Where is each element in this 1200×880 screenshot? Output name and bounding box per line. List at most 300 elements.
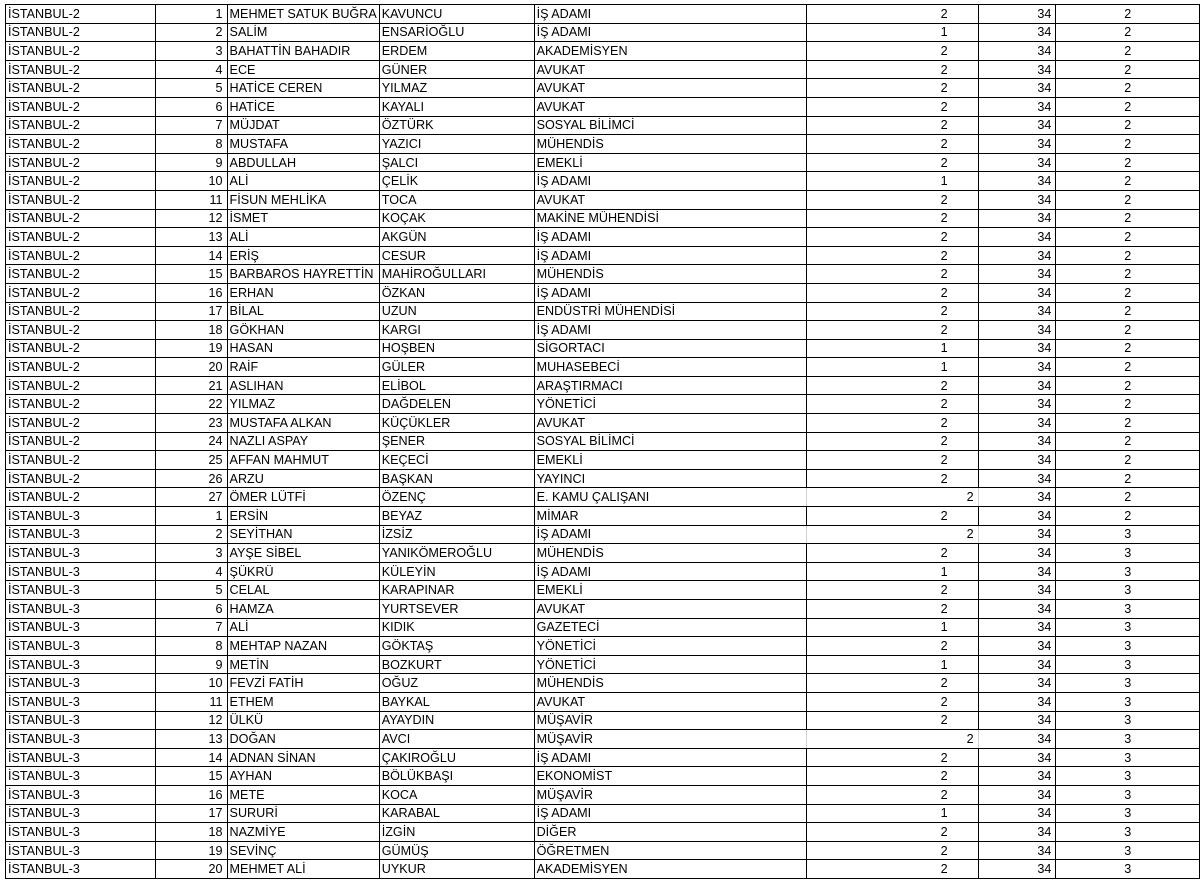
plate-cell: 34: [978, 562, 1056, 581]
number-cell: 11: [155, 190, 227, 209]
table-row: [6, 79, 1200, 98]
code-cell: 2: [807, 600, 979, 619]
number-cell: 4: [155, 60, 227, 79]
profession-cell: EKONOMİST: [534, 767, 807, 786]
code-cell: 2: [807, 581, 979, 600]
plate-cell: 34: [978, 246, 1056, 265]
first-name-cell: NAZLI ASPAY: [227, 432, 379, 451]
code-cell: 1: [807, 358, 979, 377]
table-row: [6, 23, 1200, 42]
region-cell: 2: [1056, 507, 1200, 526]
number-cell: 2: [155, 525, 227, 544]
number-cell: 21: [155, 376, 227, 395]
last-name-cell: UZUN: [379, 302, 534, 321]
district-cell: İSTANBUL-3: [6, 841, 156, 860]
table-row: [6, 748, 1200, 767]
number-cell: 19: [155, 841, 227, 860]
plate-cell: 34: [978, 395, 1056, 414]
profession-cell: AVUKAT: [534, 692, 807, 711]
plate-cell: 34: [978, 600, 1056, 619]
region-cell: 2: [1056, 116, 1200, 135]
table-row: [6, 711, 1200, 730]
last-name-cell: UYKUR: [379, 860, 534, 879]
number-cell: 9: [155, 153, 227, 172]
first-name-cell: ÜLKÜ: [227, 711, 379, 730]
profession-cell: AVUKAT: [534, 60, 807, 79]
region-cell: 2: [1056, 358, 1200, 377]
district-cell: İSTANBUL-3: [6, 692, 156, 711]
code-cell: 2: [807, 376, 979, 395]
plate-cell: 34: [978, 79, 1056, 98]
first-name-cell: FİSUN MEHLİKA: [227, 190, 379, 209]
plate-cell: 34: [978, 581, 1056, 600]
plate-cell: 34: [978, 23, 1056, 42]
region-cell: 2: [1056, 283, 1200, 302]
last-name-cell: ŞALCI: [379, 153, 534, 172]
number-cell: 8: [155, 135, 227, 154]
number-cell: 9: [155, 655, 227, 674]
profession-cell: AVUKAT: [534, 97, 807, 116]
last-name-cell: KAYALI: [379, 97, 534, 116]
last-name-cell: OĞUZ: [379, 674, 534, 693]
code-cell: 1: [807, 618, 979, 637]
first-name-cell: MUSTAFA: [227, 135, 379, 154]
district-cell: İSTANBUL-3: [6, 618, 156, 637]
code-cell: 2: [807, 265, 979, 284]
profession-cell: EMEKLİ: [534, 451, 807, 470]
number-cell: 13: [155, 730, 227, 749]
code-cell: 1: [807, 172, 979, 191]
number-cell: 3: [155, 42, 227, 61]
table-row: [6, 841, 1200, 860]
last-name-cell: ELİBOL: [379, 376, 534, 395]
table-row: [6, 246, 1200, 265]
table-row: [6, 228, 1200, 247]
table-row: [6, 562, 1200, 581]
table-row: [6, 5, 1200, 24]
last-name-cell: İZSİZ: [379, 525, 534, 544]
plate-cell: 34: [978, 190, 1056, 209]
last-name-cell: KARABAL: [379, 804, 534, 823]
last-name-cell: ÖZENÇ: [379, 488, 534, 507]
first-name-cell: ERHAN: [227, 283, 379, 302]
code-cell: 2: [807, 692, 979, 711]
first-name-cell: ALİ: [227, 228, 379, 247]
first-name-cell: ALİ: [227, 618, 379, 637]
first-name-cell: AYHAN: [227, 767, 379, 786]
district-cell: İSTANBUL-2: [6, 451, 156, 470]
last-name-cell: KARAPINAR: [379, 581, 534, 600]
number-cell: 3: [155, 544, 227, 563]
profession-cell: YAYINCI: [534, 469, 807, 488]
number-cell: 15: [155, 265, 227, 284]
profession-cell: MÜŞAVİR: [534, 711, 807, 730]
last-name-cell: CESUR: [379, 246, 534, 265]
code-cell: 1: [807, 804, 979, 823]
profession-cell: İŞ ADAMI: [534, 525, 807, 544]
table-row: [6, 42, 1200, 61]
table-row: [6, 600, 1200, 619]
code-cell: 1: [807, 655, 979, 674]
profession-cell: MÜHENDİS: [534, 544, 807, 563]
table-row: [6, 265, 1200, 284]
district-cell: İSTANBUL-2: [6, 265, 156, 284]
district-cell: İSTANBUL-2: [6, 23, 156, 42]
district-cell: İSTANBUL-2: [6, 42, 156, 61]
first-name-cell: RAİF: [227, 358, 379, 377]
district-cell: İSTANBUL-2: [6, 321, 156, 340]
plate-cell: 34: [978, 488, 1056, 507]
table-row: [6, 395, 1200, 414]
first-name-cell: METE: [227, 785, 379, 804]
district-cell: İSTANBUL-3: [6, 711, 156, 730]
first-name-cell: MUSTAFA ALKAN: [227, 414, 379, 433]
code-cell: 2: [807, 42, 979, 61]
code-cell: 2: [807, 841, 979, 860]
table-row: [6, 358, 1200, 377]
code-cell: 1: [807, 339, 979, 358]
region-cell: 3: [1056, 655, 1200, 674]
region-cell: 2: [1056, 228, 1200, 247]
table-row: [6, 507, 1200, 526]
plate-cell: 34: [978, 525, 1056, 544]
code-cell: 1: [807, 562, 979, 581]
code-cell: 1: [807, 23, 979, 42]
code-cell: 2: [807, 153, 979, 172]
number-cell: 19: [155, 339, 227, 358]
profession-cell: İŞ ADAMI: [534, 246, 807, 265]
district-cell: İSTANBUL-3: [6, 674, 156, 693]
code-cell: 2: [807, 525, 979, 544]
district-cell: İSTANBUL-2: [6, 172, 156, 191]
number-cell: 20: [155, 358, 227, 377]
district-cell: İSTANBUL-3: [6, 730, 156, 749]
table-row: [6, 544, 1200, 563]
region-cell: 3: [1056, 841, 1200, 860]
last-name-cell: ENSARİOĞLU: [379, 23, 534, 42]
district-cell: İSTANBUL-2: [6, 432, 156, 451]
table-row: [6, 283, 1200, 302]
region-cell: 2: [1056, 339, 1200, 358]
table-row: [6, 414, 1200, 433]
first-name-cell: SEVİNÇ: [227, 841, 379, 860]
plate-cell: 34: [978, 841, 1056, 860]
table-row: [6, 135, 1200, 154]
first-name-cell: ERSİN: [227, 507, 379, 526]
region-cell: 3: [1056, 637, 1200, 656]
table-row: [6, 432, 1200, 451]
profession-cell: SOSYAL BİLİMCİ: [534, 432, 807, 451]
last-name-cell: BAYKAL: [379, 692, 534, 711]
number-cell: 13: [155, 228, 227, 247]
code-cell: 2: [807, 321, 979, 340]
region-cell: 2: [1056, 432, 1200, 451]
district-cell: İSTANBUL-2: [6, 469, 156, 488]
number-cell: 12: [155, 711, 227, 730]
district-cell: İSTANBUL-3: [6, 655, 156, 674]
profession-cell: YÖNETİCİ: [534, 655, 807, 674]
district-cell: İSTANBUL-3: [6, 544, 156, 563]
last-name-cell: AVCI: [379, 730, 534, 749]
table-row: [6, 804, 1200, 823]
table-row: [6, 655, 1200, 674]
region-cell: 3: [1056, 674, 1200, 693]
profession-cell: E. KAMU ÇALIŞANI: [534, 488, 807, 507]
code-cell: 2: [807, 674, 979, 693]
first-name-cell: METİN: [227, 655, 379, 674]
code-cell: 2: [807, 414, 979, 433]
profession-cell: İŞ ADAMI: [534, 283, 807, 302]
region-cell: 2: [1056, 5, 1200, 24]
plate-cell: 34: [978, 767, 1056, 786]
profession-cell: İŞ ADAMI: [534, 562, 807, 581]
last-name-cell: GÜLER: [379, 358, 534, 377]
plate-cell: 34: [978, 860, 1056, 879]
district-cell: İSTANBUL-2: [6, 358, 156, 377]
last-name-cell: ÖZKAN: [379, 283, 534, 302]
code-cell: 2: [807, 748, 979, 767]
first-name-cell: ŞÜKRÜ: [227, 562, 379, 581]
first-name-cell: DOĞAN: [227, 730, 379, 749]
code-cell: 2: [807, 860, 979, 879]
last-name-cell: GÖKTAŞ: [379, 637, 534, 656]
table-row: [6, 581, 1200, 600]
plate-cell: 34: [978, 42, 1056, 61]
table-row: [6, 488, 1200, 507]
number-cell: 1: [155, 507, 227, 526]
plate-cell: 34: [978, 209, 1056, 228]
code-cell: 2: [807, 116, 979, 135]
plate-cell: 34: [978, 655, 1056, 674]
profession-cell: ENDÜSTRİ MÜHENDİSİ: [534, 302, 807, 321]
last-name-cell: DAĞDELEN: [379, 395, 534, 414]
table-row: [6, 190, 1200, 209]
table-row: [6, 525, 1200, 544]
number-cell: 5: [155, 581, 227, 600]
first-name-cell: ABDULLAH: [227, 153, 379, 172]
region-cell: 2: [1056, 246, 1200, 265]
profession-cell: İŞ ADAMI: [534, 321, 807, 340]
profession-cell: YÖNETİCİ: [534, 395, 807, 414]
first-name-cell: ASLIHAN: [227, 376, 379, 395]
profession-cell: AVUKAT: [534, 414, 807, 433]
profession-cell: GAZETECİ: [534, 618, 807, 637]
plate-cell: 34: [978, 302, 1056, 321]
last-name-cell: ÖZTÜRK: [379, 116, 534, 135]
code-cell: 2: [807, 469, 979, 488]
region-cell: 3: [1056, 544, 1200, 563]
table-row: [6, 116, 1200, 135]
profession-cell: DİĞER: [534, 823, 807, 842]
region-cell: 2: [1056, 97, 1200, 116]
profession-cell: MÜHENDİS: [534, 135, 807, 154]
code-cell: 2: [807, 302, 979, 321]
profession-cell: ÖĞRETMEN: [534, 841, 807, 860]
region-cell: 2: [1056, 23, 1200, 42]
code-cell: 2: [807, 544, 979, 563]
plate-cell: 34: [978, 376, 1056, 395]
number-cell: 14: [155, 748, 227, 767]
code-cell: 2: [807, 451, 979, 470]
region-cell: 2: [1056, 488, 1200, 507]
district-cell: İSTANBUL-3: [6, 600, 156, 619]
profession-cell: ARAŞTIRMACI: [534, 376, 807, 395]
plate-cell: 34: [978, 97, 1056, 116]
number-cell: 20: [155, 860, 227, 879]
table-row: [6, 97, 1200, 116]
last-name-cell: YURTSEVER: [379, 600, 534, 619]
code-cell: 2: [807, 135, 979, 154]
region-cell: 2: [1056, 265, 1200, 284]
profession-cell: İŞ ADAMI: [534, 172, 807, 191]
region-cell: 3: [1056, 692, 1200, 711]
profession-cell: MİMAR: [534, 507, 807, 526]
last-name-cell: KEÇECİ: [379, 451, 534, 470]
number-cell: 11: [155, 692, 227, 711]
region-cell: 2: [1056, 135, 1200, 154]
region-cell: 3: [1056, 860, 1200, 879]
plate-cell: 34: [978, 451, 1056, 470]
last-name-cell: ÇAKIROĞLU: [379, 748, 534, 767]
last-name-cell: BOZKURT: [379, 655, 534, 674]
district-cell: İSTANBUL-3: [6, 785, 156, 804]
first-name-cell: MEHMET ALİ: [227, 860, 379, 879]
region-cell: 3: [1056, 804, 1200, 823]
code-cell: 2: [807, 432, 979, 451]
profession-cell: MÜŞAVİR: [534, 785, 807, 804]
table-row: [6, 785, 1200, 804]
plate-cell: 34: [978, 432, 1056, 451]
plate-cell: 34: [978, 228, 1056, 247]
plate-cell: 34: [978, 469, 1056, 488]
plate-cell: 34: [978, 730, 1056, 749]
code-cell: 2: [807, 60, 979, 79]
table-row: [6, 823, 1200, 842]
number-cell: 27: [155, 488, 227, 507]
code-cell: 2: [807, 637, 979, 656]
region-cell: 3: [1056, 711, 1200, 730]
district-cell: İSTANBUL-2: [6, 246, 156, 265]
first-name-cell: AFFAN MAHMUT: [227, 451, 379, 470]
profession-cell: AVUKAT: [534, 79, 807, 98]
district-cell: İSTANBUL-2: [6, 97, 156, 116]
code-cell: 2: [807, 228, 979, 247]
profession-cell: EMEKLİ: [534, 153, 807, 172]
number-cell: 6: [155, 97, 227, 116]
region-cell: 2: [1056, 190, 1200, 209]
district-cell: İSTANBUL-3: [6, 804, 156, 823]
candidate-list-table: [5, 4, 1200, 879]
region-cell: 2: [1056, 321, 1200, 340]
plate-cell: 34: [978, 823, 1056, 842]
region-cell: 2: [1056, 451, 1200, 470]
district-cell: İSTANBUL-3: [6, 748, 156, 767]
number-cell: 22: [155, 395, 227, 414]
first-name-cell: HAMZA: [227, 600, 379, 619]
district-cell: İSTANBUL-2: [6, 283, 156, 302]
last-name-cell: KAVUNCU: [379, 5, 534, 24]
table-row: [6, 674, 1200, 693]
plate-cell: 34: [978, 674, 1056, 693]
number-cell: 7: [155, 618, 227, 637]
first-name-cell: NAZMİYE: [227, 823, 379, 842]
region-cell: 3: [1056, 581, 1200, 600]
last-name-cell: KARGI: [379, 321, 534, 340]
number-cell: 5: [155, 79, 227, 98]
district-cell: İSTANBUL-2: [6, 5, 156, 24]
profession-cell: İŞ ADAMI: [534, 5, 807, 24]
table-row: [6, 321, 1200, 340]
plate-cell: 34: [978, 321, 1056, 340]
code-cell: 2: [807, 767, 979, 786]
profession-cell: MÜHENDİS: [534, 265, 807, 284]
table-body: [6, 5, 1200, 879]
table-row: [6, 209, 1200, 228]
number-cell: 26: [155, 469, 227, 488]
table-row: [6, 637, 1200, 656]
district-cell: İSTANBUL-2: [6, 228, 156, 247]
number-cell: 6: [155, 600, 227, 619]
number-cell: 17: [155, 804, 227, 823]
profession-cell: SİGORTACI: [534, 339, 807, 358]
first-name-cell: BARBAROS HAYRETTİN: [227, 265, 379, 284]
code-cell: 2: [807, 97, 979, 116]
last-name-cell: ÇELİK: [379, 172, 534, 191]
last-name-cell: ERDEM: [379, 42, 534, 61]
plate-cell: 34: [978, 804, 1056, 823]
region-cell: 2: [1056, 79, 1200, 98]
region-cell: 3: [1056, 785, 1200, 804]
number-cell: 14: [155, 246, 227, 265]
table-row: [6, 469, 1200, 488]
plate-cell: 34: [978, 116, 1056, 135]
profession-cell: MÜŞAVİR: [534, 730, 807, 749]
number-cell: 10: [155, 674, 227, 693]
region-cell: 2: [1056, 172, 1200, 191]
district-cell: İSTANBUL-2: [6, 302, 156, 321]
first-name-cell: ETHEM: [227, 692, 379, 711]
table-row: [6, 860, 1200, 879]
profession-cell: İŞ ADAMI: [534, 804, 807, 823]
plate-cell: 34: [978, 711, 1056, 730]
number-cell: 25: [155, 451, 227, 470]
region-cell: 3: [1056, 562, 1200, 581]
first-name-cell: MEHMET SATUK BUĞRA: [227, 5, 379, 24]
district-cell: İSTANBUL-2: [6, 60, 156, 79]
table-row: [6, 618, 1200, 637]
last-name-cell: KOCA: [379, 785, 534, 804]
number-cell: 7: [155, 116, 227, 135]
plate-cell: 34: [978, 5, 1056, 24]
table-row: [6, 376, 1200, 395]
profession-cell: İŞ ADAMI: [534, 23, 807, 42]
plate-cell: 34: [978, 60, 1056, 79]
code-cell: 2: [807, 283, 979, 302]
profession-cell: AKADEMİSYEN: [534, 42, 807, 61]
profession-cell: İŞ ADAMI: [534, 748, 807, 767]
profession-cell: YÖNETİCİ: [534, 637, 807, 656]
district-cell: İSTANBUL-3: [6, 581, 156, 600]
plate-cell: 34: [978, 544, 1056, 563]
district-cell: İSTANBUL-2: [6, 116, 156, 135]
last-name-cell: TOCA: [379, 190, 534, 209]
district-cell: İSTANBUL-2: [6, 190, 156, 209]
first-name-cell: ARZU: [227, 469, 379, 488]
last-name-cell: GÜMÜŞ: [379, 841, 534, 860]
district-cell: İSTANBUL-2: [6, 135, 156, 154]
first-name-cell: MEHTAP NAZAN: [227, 637, 379, 656]
district-cell: İSTANBUL-3: [6, 860, 156, 879]
